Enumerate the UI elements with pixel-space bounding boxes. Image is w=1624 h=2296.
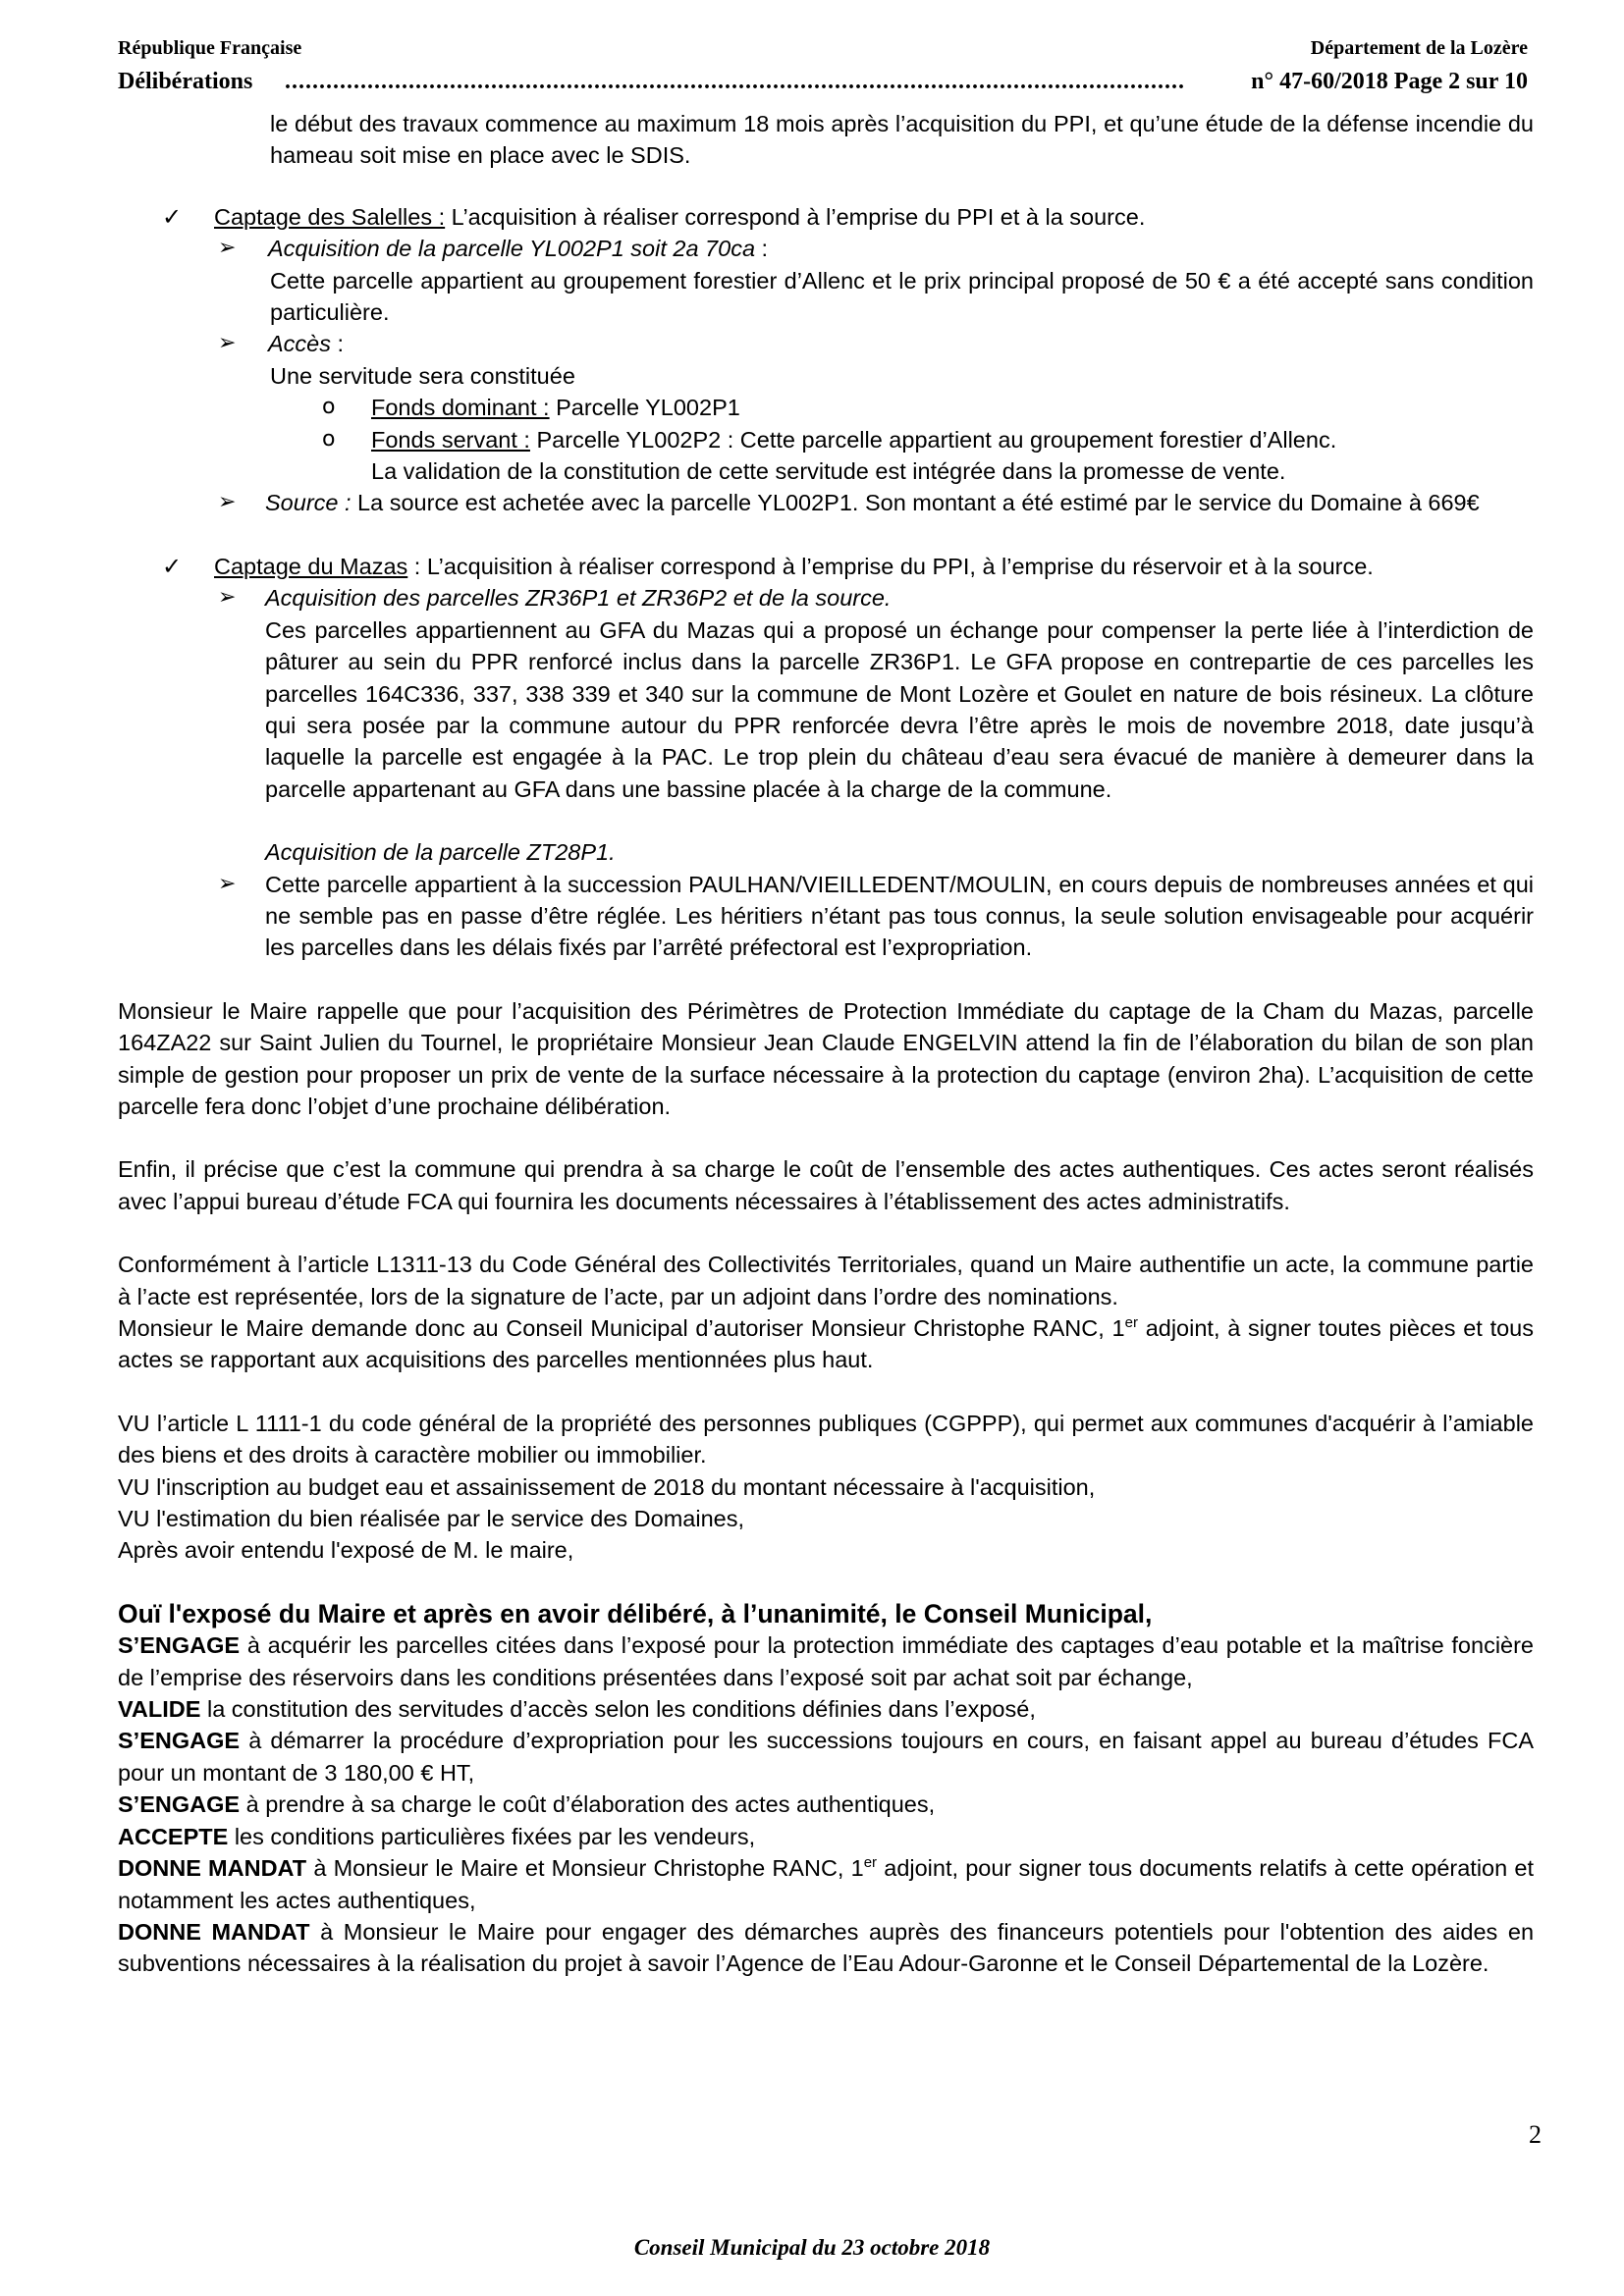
item-salelles-acces (118, 328, 1534, 359)
item-fonds-servant (118, 424, 1534, 455)
mazas-acq-title: Acquisition des parcelles ZR36P1 et ZR36P2 et de la source. (265, 585, 892, 612)
header-reference (1251, 69, 1528, 95)
mazas-title: Captage du Mazas (214, 553, 408, 579)
paragraph-maire-rappelle: Monsieur le Maire rappelle que pour l’acquisition des Périmètres de Protection Immédiate du captage de la Cham du Mazas, parcelle 164ZA22 sur Saint Julien du Tournel, le propriétaire Monsieur Jean Claude ENGELVIN attend la fin de l’élaboration du bilan de son plan simple de gestion pour proposer un prix de vente de la surface nécessaire à la protection du captage (environ 2ha). L’acquisition de cette parcelle fera donc l’objet d’une prochaine délibération. (118, 997, 1534, 1119)
salelles-source-title: Source : (265, 490, 352, 516)
item-salelles-acquisition (118, 233, 1534, 264)
header-ref-number: n° 47-60/2018 (1251, 69, 1388, 94)
decision-text: à acquérir les parcelles citées dans l’exposé pour la protection immédiate des captages d’eau potable et la maîtrise foncière de l’emprise des réservoirs dans les conditions présentées dans l’exposé soit par achat soit par échange, (118, 1632, 1534, 1690)
salelles-acces-text: Une servitude sera constituée (270, 362, 575, 389)
maire-demande-text-b: adjoint, à signer toutes pièces et tous actes se rapportant aux acquisitions des parcelles mentionnées plus haut. (118, 1315, 1534, 1373)
item-salelles-source (118, 487, 1534, 518)
checkmark-icon: ✓ (162, 552, 183, 580)
decision-valide (118, 1693, 1534, 1725)
page-number: 2 (1529, 2120, 1542, 2149)
item-mazas-acq2 (118, 869, 1534, 964)
mazas-acq2-text: Cette parcelle appartient à la succession PAULHAN/VIEILLEDENT/MOULIN, en cours depuis de nombreuses années et qui ne semble pas en passe d’être réglée. Les héritiers n’étant pas tous connus, la seule solution envisageable pour acquérir les parcelles dans les délais fixés par l’arrêté préfectoral est l’expropriation. (265, 871, 1534, 961)
salelles-acces-title: Accès (268, 331, 331, 357)
salelles-title: Captage des Salelles : (214, 203, 446, 230)
paragraph-conformement: Conformément à l’article L1311-13 du Code Général des Collectivités Territoriales, quand un Maire authentifie un acte, la commune partie à l’acte est représentée, lors de la signature de l’acte, par un adjoint dans l’ordre des nominations. (118, 1252, 1534, 1309)
arrow-bullet-icon: ➢ (218, 490, 237, 515)
arrow-bullet-icon: ➢ (218, 331, 237, 356)
decision-text: à Monsieur le Maire pour engager des démarches auprès des financeurs potentiels pour l'obtention des aides en subventions nécessaires à la réalisation du projet à savoir l’Agence de l’Eau Adour-Garonne et le Conseil Départemental de la Lozère. (118, 1918, 1535, 1977)
decision-text: la constitution des servitudes d’accès selon les conditions définies dans l’exposé, (200, 1696, 1036, 1723)
decision-keyword: S’ENGAGE (118, 1791, 241, 1818)
item-captage-mazas (118, 551, 1534, 582)
paragraph-enfin: Enfin, il précise que c’est la commune qui prendra à sa charge le coût de l’ensemble des actes authentiques. Ces actes seront réalisés avec l’appui bureau d’étude FCA qui fournira les documents nécessaires à l’établissement des actes administratifs. (118, 1156, 1534, 1214)
decision-text: à démarrer la procédure d’expropriation pour les successions toujours en cours, en faisant appel au bureau d’études FCA pour un montant de 3 180,00 € HT, (118, 1728, 1534, 1786)
circle-bullet-icon: o (322, 395, 336, 420)
decision-keyword: DONNE MANDAT (118, 1855, 307, 1882)
mazas-acq-text: Ces parcelles appartiennent au GFA du Mazas qui a proposé un échange pour compenser la perte liée à l’interdiction de pâturer au sein du PPR renforcé inclus dans la parcelle ZR36P1. Le GFA propose en contrepartie de ces parcelles les parcelles 164C336, 337, 338 339 et 340 sur la commune de Mont Lozère et Goulet en nature de bois résineux. La clôture qui sera posée par la commune autour du PPR renforcée devra l’être après le mois de novembre 2018, date jusqu’à laquelle la parcelle est engagée à la PAC. Le trop plein du château d’eau sera évacué de manière à demeurer dans la parcelle appartenant au GFA dans une bassine placée à la charge de la commune. (265, 616, 1534, 802)
fonds-servant-text: Parcelle YL002P2 : Cette parcelle appartient au groupement forestier d’Allenc. (529, 426, 1337, 453)
decision-keyword: ACCEPTE (118, 1823, 229, 1849)
circle-bullet-icon: o (322, 426, 336, 452)
salelles-acq-title: Acquisition de la parcelle YL002P1 soit 2a 70ca (268, 236, 756, 262)
arrow-bullet-icon: ➢ (218, 585, 237, 611)
fonds-dominant-title: Fonds dominant : (371, 395, 550, 421)
fonds-servant-text-2: La validation de la constitution de cette servitude est intégrée dans la promesse de vente. (371, 458, 1286, 485)
decision-text-a: à Monsieur le Maire et Monsieur Christophe RANC, 1 (306, 1855, 864, 1882)
header-dot-leader: ................................................................................................................................... (285, 69, 1185, 94)
superscript-er: er (1124, 1314, 1138, 1332)
header-page-count: Page 2 sur 10 (1393, 69, 1528, 94)
mazas-acq2-title: Acquisition de la parcelle ZT28P1. (265, 839, 616, 866)
vu-article: VU l’article L 1111-1 du code général de la propriété des personnes publiques (CGPPP), qui permet aux communes d'acquérir à l’amiable des biens et des droits à caractère mobilier ou immobilier. (118, 1410, 1534, 1468)
fonds-servant-title: Fonds servant : (371, 426, 530, 453)
decision-accepte (118, 1821, 1534, 1852)
decision-keyword: DONNE MANDAT (118, 1918, 310, 1945)
decision-keyword: S’ENGAGE (118, 1728, 241, 1754)
footer-conseil-municipal: Conseil Municipal du 23 octobre 2018 (633, 2235, 991, 2260)
salelles-text: L’acquisition à réaliser correspond à l’emprise du PPI et à la source. (445, 203, 1146, 230)
decision-keyword: S’ENGAGE (118, 1632, 241, 1659)
fonds-dominant-text: Parcelle YL002P1 (549, 395, 740, 421)
decision-text: les conditions particulières fixées par les vendeurs, (228, 1823, 756, 1849)
decision-engage-charge (118, 1789, 1534, 1820)
decision-engage-acquerir (118, 1629, 1534, 1693)
checkmark-icon: ✓ (162, 202, 183, 231)
decision-engage-expropriation (118, 1725, 1534, 1789)
salelles-source-text: La source est achetée avec la parcelle YL002P1. Son montant a été estimé par le service du Domaine à 669€ (351, 490, 1480, 516)
header-deliberations: Délibérations (118, 69, 253, 94)
paragraph-intro: le début des travaux commence au maximum 18 mois après l’acquisition du PPI, et qu’une étude de la défense incendie du hameau soit mise en place avec le SDIS. (270, 111, 1534, 169)
vu-inscription: VU l'inscription au budget eau et assainissement de 2018 du montant nécessaire à l'acquisition, (118, 1473, 1096, 1500)
superscript-er: er (863, 1854, 878, 1872)
item-mazas-acquisition (118, 582, 1534, 614)
salelles-acq-sep: : (755, 236, 769, 262)
salelles-acq-text: Cette parcelle appartient au groupement forestier d’Allenc et le prix principal proposé de 50 € a été accepté sans condition particulière. (270, 267, 1534, 326)
item-fonds-dominant (118, 392, 1534, 423)
decision-donne-mandat-financeurs (118, 1916, 1534, 1980)
deliberation-heading: Ouï l'exposé du Maire et après en avoir délibéré, à l’unanimité, le Conseil Municipal, (118, 1598, 1153, 1629)
decision-text: à prendre à sa charge le coût d’élaboration des actes authentiques, (240, 1791, 936, 1818)
maire-demande-text-a: Monsieur le Maire demande donc au Conseil Municipal d’autoriser Monsieur Christophe RANC, 1 (118, 1315, 1125, 1341)
document-body (118, 108, 1534, 1980)
header-republique: République Française (118, 37, 302, 59)
arrow-bullet-icon: ➢ (218, 236, 237, 261)
header-departement: Département de la Lozère (1310, 37, 1528, 59)
arrow-bullet-icon: ➢ (218, 871, 237, 896)
decision-keyword: VALIDE (118, 1696, 201, 1723)
paragraph-maire-demande (118, 1312, 1534, 1376)
vu-estimation: VU l'estimation du bien réalisée par le service des Domaines, (118, 1506, 744, 1532)
mazas-text: : L’acquisition à réaliser correspond à l’emprise du PPI, à l’emprise du réservoir et à la source. (407, 553, 1374, 579)
decision-text-b: adjoint, pour signer tous documents relatifs à cette opération et notamment les actes authentiques, (118, 1855, 1534, 1913)
decision-donne-mandat-signer (118, 1852, 1534, 1916)
apres-avoir-entendu: Après avoir entendu l'exposé de M. le maire, (118, 1537, 574, 1564)
item-captage-salelles (118, 201, 1534, 233)
salelles-acces-sep: : (331, 331, 345, 357)
